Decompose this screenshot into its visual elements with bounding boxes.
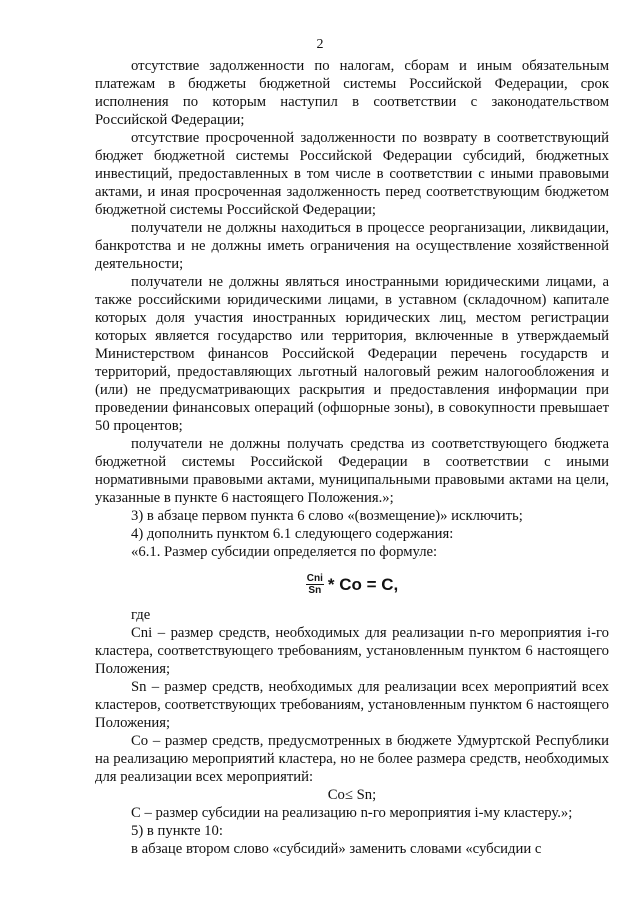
formula-numerator: Cni xyxy=(306,573,323,584)
paragraph: C – размер субсидии на реализацию n-го мероприятия i-му кластеру.»; xyxy=(131,805,573,821)
formula-denominator: Sn xyxy=(308,585,322,596)
definition: Cni – размер средств, необходимых для реализации n-го мероприятия i-го кластера, соответствующего требованиям, установленным пунктом 6 настоящего Положения; xyxy=(95,625,609,677)
inequality: Co≤ Sn; xyxy=(327,787,377,803)
paragraph: отсутствие просроченной задолженности по возврату в соответствующий бюджет бюджетной системы Российской Федерации субсидий, бюджетных инвестиций, предоставленных в том числе в соответствии с иными правовыми актами, и иная просроченная задолженность перед соответствующим бюджетом бюджетной системы Российской Федерации; xyxy=(95,130,609,218)
paragraph: 5) в пункте 10: xyxy=(131,823,223,839)
formula-fraction xyxy=(306,573,324,596)
paragraph: «6.1. Размер субсидии определяется по формуле: xyxy=(131,544,438,560)
paragraph: в абзаце втором слово «субсидий» заменить словами «субсидии с xyxy=(131,841,542,857)
formula-rest: * Co = C, xyxy=(327,574,399,594)
where-label: где xyxy=(131,607,151,623)
page-number: 2 xyxy=(316,37,324,52)
definition: Sn – размер средств, необходимых для реализации всех мероприятий всех кластеров, соответствующих требованиям, установленным пунктом 6 настоящего Положения; xyxy=(95,679,609,731)
paragraph: получатели не должны находиться в процессе реорганизации, ликвидации, банкротства и не должны иметь ограничения на осуществление хозяйственной деятельности; xyxy=(95,220,609,272)
paragraph: получатели не должны являться иностранными юридическими лицами, а также российскими юридическими лицами, в уставном (складочном) капитале которых доля участия иностранных юридических лиц, местом регистрации которых является государство или территория, включенные в утверждаемый Министерством финансов Российской Федерации перечень государств и территорий, предоставляющих льготный налоговый режим налогообложения и (или) не предусматривающих раскрытия и предоставления информации при проведении финансовых операций (офшорные зоны), в совокупности превышает 50 процентов; xyxy=(95,274,609,434)
subsidy-formula xyxy=(95,573,609,596)
paragraph: получатели не должны получать средства из соответствующего бюджета бюджетной системы Российской Федерации в соответствии с иными нормативными правовыми актами, муниципальными правовыми актами на цели, указанные в пункте 6 настоящего Положения.»; xyxy=(95,436,609,506)
paragraph: 3) в абзаце первом пункта 6 слово «(возмещение)» исключить; xyxy=(131,508,523,524)
paragraph: 4) дополнить пунктом 6.1 следующего содержания: xyxy=(131,526,454,542)
definition: Co – размер средств, предусмотренных в бюджете Удмуртской Республики на реализацию мероприятий кластера, но не более размера средств, необходимых для реализации всех мероприятий: xyxy=(95,733,609,785)
document-body xyxy=(95,57,609,858)
paragraph: отсутствие задолженности по налогам, сборам и иным обязательным платежам в бюджеты бюджетной системы Российской Федерации, срок исполнения по которым наступил в соответствии с законодательством Российской Федерации; xyxy=(95,58,609,128)
